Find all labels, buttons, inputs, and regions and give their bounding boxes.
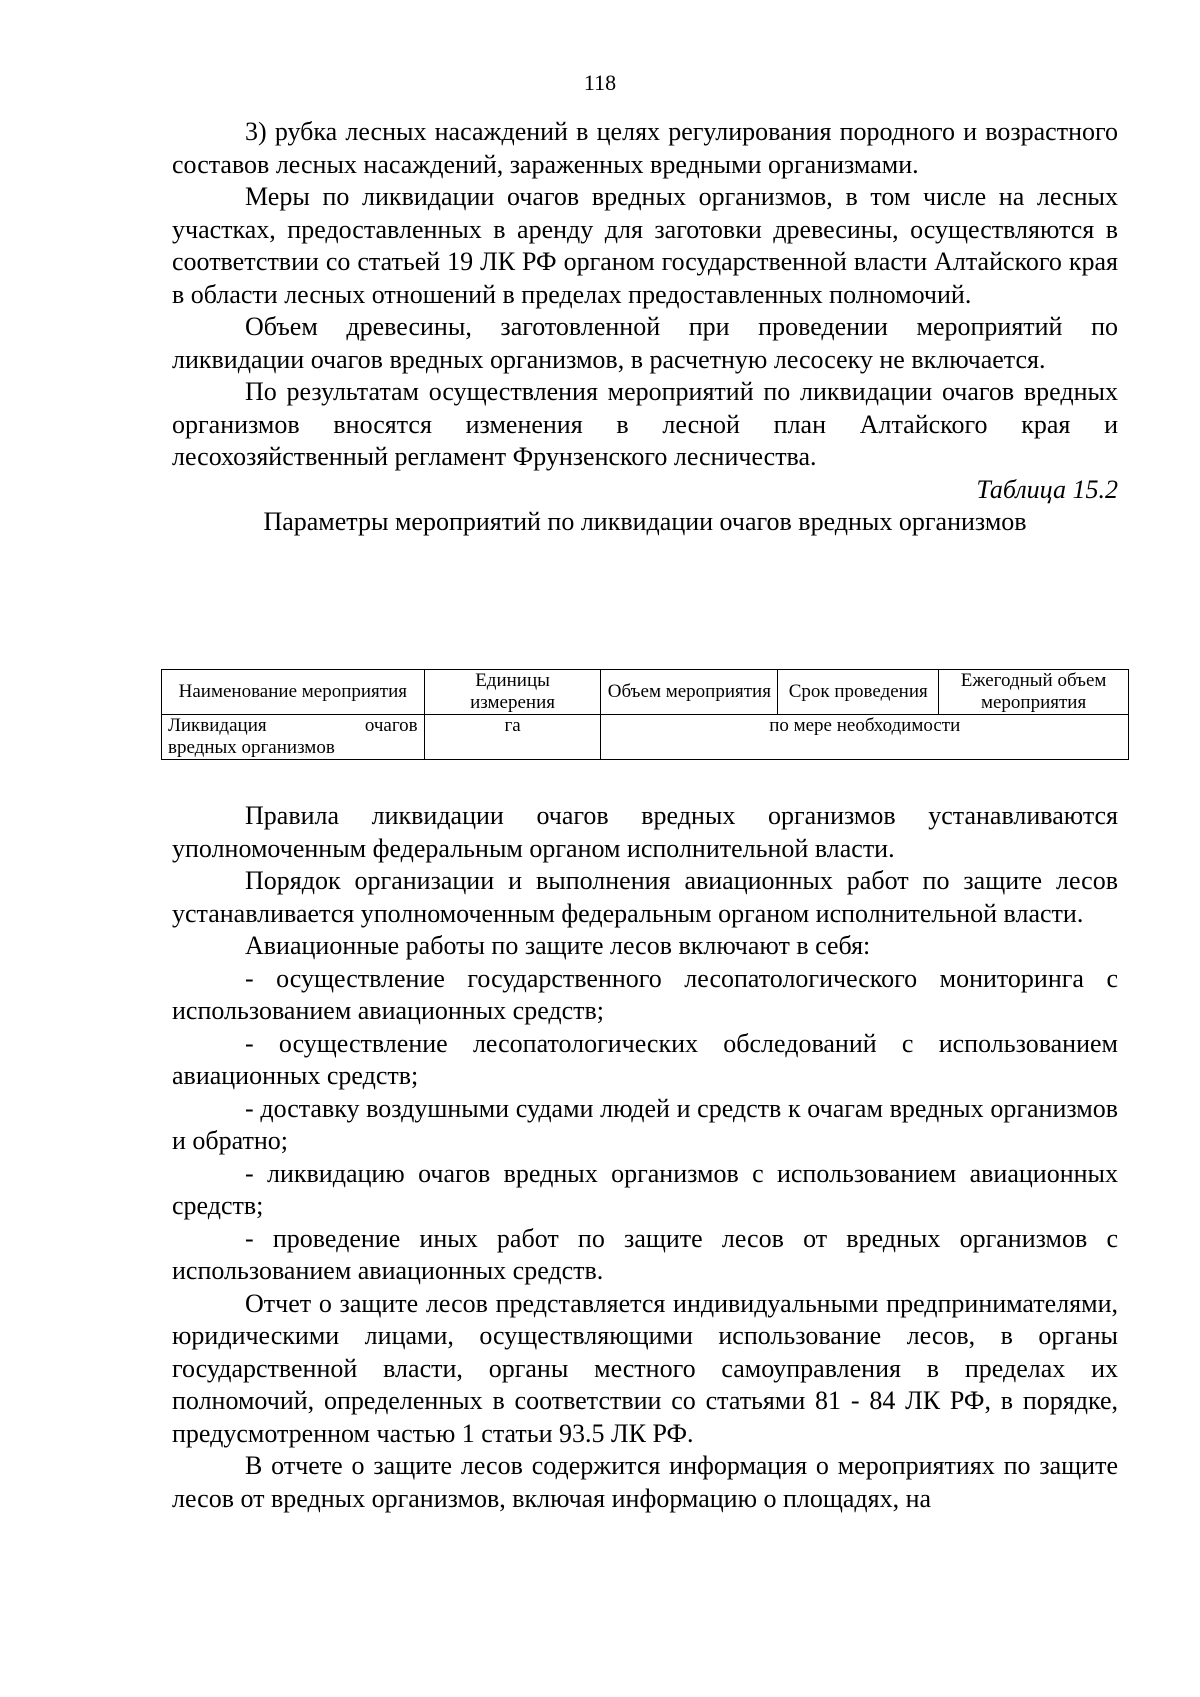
table-header-cell: Объем мероприятия bbox=[601, 670, 778, 715]
paragraph: Объем древесины, заготовленной при проведении мероприятий по ликвидации очагов вредных организмов, в расчетную лесосеку не включается. bbox=[172, 312, 1118, 374]
table-cell-name bbox=[162, 715, 425, 760]
table-cell-name-line: вредных организмов bbox=[168, 737, 335, 758]
list-item: - ликвидацию очагов вредных организмов с использованием авиационных средств; bbox=[172, 1158, 1118, 1220]
table-cell-name-line: Ликвидация очагов bbox=[168, 715, 418, 736]
parameters-table bbox=[161, 669, 1129, 760]
section-text-bottom bbox=[172, 800, 1118, 1515]
paragraph: В отчете о защите лесов содержится информация о мероприятиях по защите лесов от вредных организмов, включая информацию о площадях, на bbox=[172, 1451, 1118, 1513]
table-caption: Таблица 15.2 bbox=[976, 474, 1118, 504]
table-header-cell: Срок проведения bbox=[778, 670, 939, 715]
list-item: - доставку воздушными судами людей и средств к очагам вредных организмов и обратно; bbox=[172, 1093, 1118, 1155]
paragraph: Правила ликвидации очагов вредных организмов устанавливаются уполномоченным федеральным органом исполнительной власти. bbox=[172, 801, 1118, 863]
paragraph: Авиационные работы по защите лесов включают в себя: bbox=[245, 931, 871, 960]
table-title: Параметры мероприятий по ликвидации очагов вредных организмов bbox=[263, 506, 1027, 536]
paragraph: 3) рубка лесных насаждений в целях регулирования породного и возрастного составов лесных насаждений, зараженных вредными организмами. bbox=[172, 117, 1118, 179]
paragraph: Порядок организации и выполнения авиационных работ по защите лесов устанавливается уполномоченным федеральным органом исполнительной власти. bbox=[172, 866, 1118, 928]
table-header-cell: Наименование мероприятия bbox=[162, 670, 425, 715]
paragraph: Меры по ликвидации очагов вредных организмов, в том числе на лесных участках, предоставленных в аренду для заготовки древесины, осуществляются в соответствии со статьей 19 ЛК РФ органом государственной власти Алтайского края в области лесных отношений в пределах предоставленных полномочий. bbox=[172, 182, 1118, 309]
table-header-row bbox=[162, 670, 1129, 715]
list-item: - осуществление лесопатологических обследований с использованием авиационных средств; bbox=[172, 1028, 1118, 1090]
section-text-top bbox=[172, 116, 1118, 538]
table-header-cell: Ежегодный объем мероприятия bbox=[939, 670, 1129, 715]
paragraph: Отчет о защите лесов представляется индивидуальными предпринимателями, юридическими лицами, осуществляющими использование лесов, в органы государственной власти, органы местного самоуправления в пределах их полномочий, определенных в соответствии со статьями 81 - 84 ЛК РФ, в порядке, предусмотренном частью 1 статьи 93.5 ЛК РФ. bbox=[172, 1288, 1118, 1448]
paragraph: По результатам осуществления мероприятий по ликвидации очагов вредных организмов вносятся изменения в лесной план Алтайского края и лесохозяйственный регламент Фрунзенского лесничества. bbox=[172, 377, 1118, 471]
table-cell-unit: га bbox=[424, 715, 601, 760]
page-number: 118 bbox=[583, 70, 617, 95]
table-row bbox=[162, 715, 1129, 760]
table-header-cell: Единицы измерения bbox=[424, 670, 601, 715]
list-item: - осуществление государственного лесопатологического мониторинга с использованием авиационных средств; bbox=[172, 963, 1118, 1025]
table-cell-merged: по мере необходимости bbox=[601, 715, 1129, 760]
list-item: - проведение иных работ по защите лесов от вредных организмов с использованием авиационных средств. bbox=[172, 1223, 1118, 1285]
